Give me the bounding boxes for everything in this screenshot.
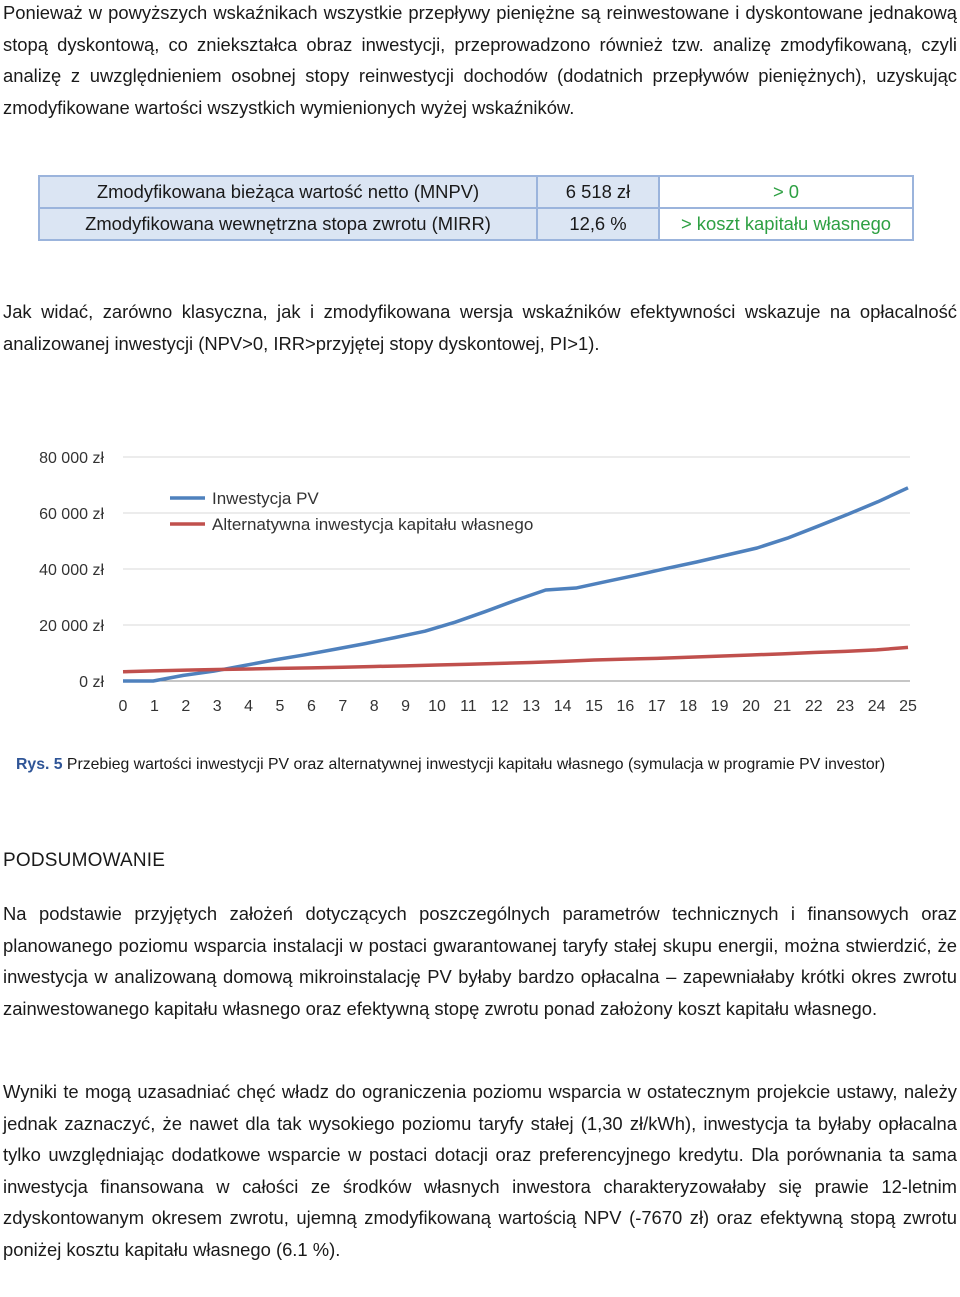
x-tick-label: 0 xyxy=(118,698,128,715)
y-tick-label: 80 000 zł xyxy=(39,450,104,467)
x-tick-label: 3 xyxy=(212,698,222,715)
conclusion-paragraph: Jak widać, zarówno klasyczna, jak i zmodyfikowana wersja wskaźników efektywności wskazuje na opłacalność analizowanej inwestycji (NPV>0, IRR>przyjętej stopy dyskontowej, PI>1). xyxy=(3,301,957,354)
x-tick-label: 6 xyxy=(306,698,316,715)
legend-label: Inwestycja PV xyxy=(212,489,319,508)
figure-caption-text: Przebieg wartości inwestycji PV oraz alternatywnej inwestycji kapitału własnego (symulacja w programie PV investor) xyxy=(62,756,886,773)
figure-caption xyxy=(16,756,885,774)
x-tick-label: 19 xyxy=(710,698,729,715)
metric-criterion: > 0 xyxy=(659,176,913,208)
x-tick-label: 5 xyxy=(275,698,285,715)
x-tick-label: 8 xyxy=(369,698,379,715)
x-tick-label: 17 xyxy=(647,698,666,715)
y-tick-label: 60 000 zł xyxy=(39,506,104,523)
x-tick-label: 14 xyxy=(553,698,572,715)
series-line-alternative xyxy=(123,647,908,671)
x-tick-label: 21 xyxy=(773,698,792,715)
x-tick-label: 2 xyxy=(181,698,191,715)
x-tick-label: 18 xyxy=(679,698,698,715)
summary-paragraph-1: Na podstawie przyjętych założeń dotyczących poszczególnych parametrów technicznych i finansowych oraz planowanego poziomu wsparcia instalacji w postaci gwarantowanej taryfy stałej skupu energii, można stwierdzić, że inwestycja w analizowaną domową mikroinstalację PV byłaby bardzo opłacalna – zapewniałaby krótki okres zwrotu zainwestowanego kapitału własnego oraz efektywną stopę zwrotu ponad założony koszt kapitału własnego. xyxy=(3,903,957,1019)
y-tick-label: 0 zł xyxy=(79,674,104,691)
x-tick-label: 11 xyxy=(460,698,477,715)
investment-value-chart xyxy=(0,430,960,730)
x-tick-label: 24 xyxy=(867,698,886,715)
metric-name: Zmodyfikowana wewnętrzna stopa zwrotu (MIRR) xyxy=(39,208,537,240)
x-tick-label: 1 xyxy=(149,698,159,715)
metric-criterion: > koszt kapitału własnego xyxy=(659,208,913,240)
legend-label: Alternatywna inwestycja kapitału własnego xyxy=(212,515,534,534)
metric-value: 6 518 zł xyxy=(537,176,659,208)
y-tick-label: 40 000 zł xyxy=(39,562,104,579)
x-tick-label: 12 xyxy=(490,698,509,715)
x-tick-label: 23 xyxy=(836,698,855,715)
x-tick-label: 13 xyxy=(522,698,541,715)
x-tick-label: 7 xyxy=(338,698,348,715)
x-tick-label: 15 xyxy=(585,698,603,715)
metric-value: 12,6 % xyxy=(537,208,659,240)
x-tick-label: 10 xyxy=(428,698,446,715)
x-tick-label: 25 xyxy=(899,698,917,715)
x-tick-label: 9 xyxy=(401,698,411,715)
table-row xyxy=(39,176,913,208)
x-tick-label: 22 xyxy=(804,698,823,715)
x-tick-label: 4 xyxy=(244,698,254,715)
x-tick-label: 16 xyxy=(616,698,635,715)
intro-paragraph: Ponieważ w powyższych wskaźnikach wszystkie przepływy pieniężne są reinwestowane i dyskontowane jednakową stopą dyskontową, co zniekształca obraz inwestycji, przeprowadzono również tzw. analizę zmodyfikowaną, czyli analizę z uwzględnieniem osobnej stopy reinwestycji dochodów (dodatnich przepływów pieniężnych), uzyskując zmodyfikowane wartości wszystkich wymienionych wyżej wskaźników. xyxy=(3,2,957,118)
table-row xyxy=(39,208,913,240)
metric-name: Zmodyfikowana bieżąca wartość netto (MNPV) xyxy=(39,176,537,208)
metrics-table xyxy=(38,175,914,241)
x-tick-label: 20 xyxy=(742,698,760,715)
summary-paragraph-2: Wyniki te mogą uzasadniać chęć władz do ograniczenia poziomu wsparcia w ostatecznym projekcie ustawy, należy jednak zaznaczyć, że nawet dla tak wysokiego poziomu taryfy stałej (1,30 zł/kWh), inwestycja ta byłaby opłacalna tylko uwzględniając dodatkowe wsparcie w postaci dotacji oraz preferencyjnego kredytu. Dla porównania ta sama inwestycja finansowana w całości ze środków własnych inwestora charakteryzowałaby się prawie 12-letnim zdyskontowanym okresem zwrotu, ujemną zmodyfikowaną wartością NPV (-7670 zł) oraz efektywną stopą zwrotu poniżej kosztu kapitału własnego (6.1 %). xyxy=(3,1081,957,1260)
y-tick-label: 20 000 zł xyxy=(39,618,104,635)
figure-label: Rys. 5 xyxy=(16,756,63,773)
section-heading: PODSUMOWANIE xyxy=(3,850,166,871)
